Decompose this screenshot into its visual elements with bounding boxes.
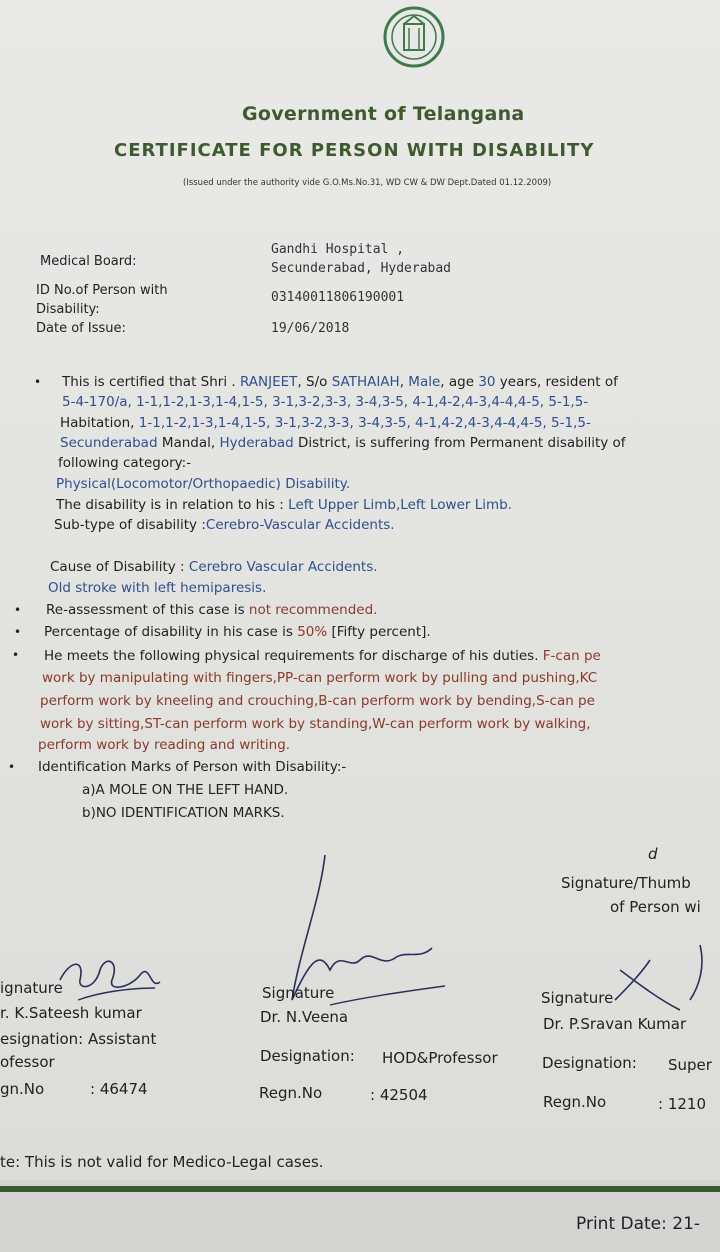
medical-board-value-2: Secunderabad, Hyderabad: [271, 261, 452, 276]
telangana-seal-icon: [383, 6, 445, 68]
disability-category: Physical(Locomotor/Orthopaedic) Disability.: [56, 476, 351, 492]
disability-relation: The disability is in relation to his : Left Upper Limb,Left Lower Limb.: [56, 497, 513, 513]
regn-label-3: Regn.No: [543, 1093, 607, 1111]
issued-note: (Issued under the authority vide G.O.Ms.No.31, WD CW & DW Dept.Dated 01.12.2009): [183, 178, 552, 188]
thumb-label-1: Signature/Thumb: [561, 874, 691, 892]
requirements-line-2: work by manipulating with fingers,PP-can perform work by pulling and pushing,KC: [42, 670, 598, 686]
government-title: Government of Telangana: [242, 103, 525, 125]
address-line-2: Habitation, 1-1,1-2,1-3,1-4,1-5, 3-1,3-2,3-3, 3-4,3-5, 4-1,4-2,4-3,4-4,4-5, 5-1,5-: [60, 415, 591, 431]
requirements-line-5: perform work by reading and writing.: [38, 737, 291, 753]
identification-mark-b: b)NO IDENTIFICATION MARKS.: [82, 805, 285, 821]
designation-1-cont: ofessor: [0, 1053, 55, 1071]
id-label-1: ID No.of Person with: [36, 283, 168, 298]
designation-label-2: Designation:: [260, 1047, 355, 1065]
bullet: •: [8, 760, 16, 774]
regn-value-2: : 42504: [370, 1086, 428, 1104]
medico-legal-note: te: This is not valid for Medico-Legal cases.: [0, 1153, 324, 1171]
designation-1: esignation: Assistant: [0, 1030, 157, 1048]
bullet: •: [14, 603, 22, 617]
requirements-line-4: work by sitting,ST-can perform work by standing,W-can perform work by walking,: [40, 716, 591, 732]
doctor-name-3: Dr. P.Sravan Kumar: [543, 1015, 687, 1033]
bullet: •: [12, 648, 20, 662]
address-line-1: 5-4-170/a, 1-1,1-2,1-3,1-4,1-5, 3-1,3-2,3-3, 3-4,3-5, 4-1,4-2,4-3,4-4,4-5, 5-1,5-: [62, 394, 589, 410]
district-line: Secunderabad Mandal, Hyderabad District, is suffering from Permanent disability of: [60, 435, 626, 451]
medical-board-label: Medical Board:: [40, 254, 137, 269]
footer-rule: [0, 1186, 720, 1192]
thumb-mark: d: [648, 845, 658, 863]
thumb-label-2: of Person wi: [610, 898, 701, 916]
print-date: Print Date: 21-: [576, 1214, 701, 1234]
requirements-line-1: He meets the following physical requirements for discharge of his duties. F-can pe: [44, 648, 601, 664]
cause-detail: Old stroke with left hemiparesis.: [48, 580, 267, 596]
regn-value-1: : 46474: [90, 1080, 148, 1098]
requirements-line-3: perform work by kneeling and crouching,B-can perform work by bending,S-can pe: [40, 693, 595, 709]
designation-value-2: HOD&Professor: [382, 1049, 498, 1067]
category-intro: following category:-: [58, 455, 192, 471]
regn-label-2: Regn.No: [259, 1084, 323, 1102]
certificate-title: CERTIFICATE FOR PERSON WITH DISABILITY: [114, 140, 595, 161]
id-label-2: Disability:: [36, 302, 100, 317]
certification-line-1: This is certified that Shri . RANJEET, S/o SATHAIAH, Male, age 30 years, resident of: [62, 374, 618, 390]
bullet: •: [34, 375, 42, 389]
signature-label-1: ignature: [0, 979, 63, 997]
reassessment-line: Re-assessment of this case is not recommended.: [46, 602, 378, 618]
medical-board-value-1: Gandhi Hospital ,: [271, 242, 405, 257]
signature-label-2: Signature: [262, 984, 335, 1002]
regn-value-3: : 1210: [658, 1095, 706, 1113]
identification-mark-a: a)A MOLE ON THE LEFT HAND.: [82, 782, 289, 798]
doctor-name-1: r. K.Sateesh kumar: [0, 1004, 142, 1022]
percentage-line: Percentage of disability in his case is 50% [Fifty percent].: [44, 624, 431, 640]
date-label: Date of Issue:: [36, 321, 126, 336]
identification-title: Identification Marks of Person with Disability:-: [38, 759, 347, 775]
disability-subtype: Sub-type of disability :Cerebro-Vascular Accidents.: [54, 517, 395, 533]
designation-label-3: Designation:: [542, 1054, 637, 1072]
regn-label-1: gn.No: [0, 1080, 45, 1098]
signature-label-3: Signature: [541, 989, 614, 1007]
designation-value-3: Super: [668, 1056, 712, 1074]
id-value: 03140011806190001: [271, 290, 405, 305]
disability-cause: Cause of Disability : Cerebro Vascular Accidents.: [50, 559, 378, 575]
doctor-name-2: Dr. N.Veena: [260, 1008, 349, 1026]
date-value: 19/06/2018: [271, 321, 350, 336]
bullet: •: [14, 625, 22, 639]
